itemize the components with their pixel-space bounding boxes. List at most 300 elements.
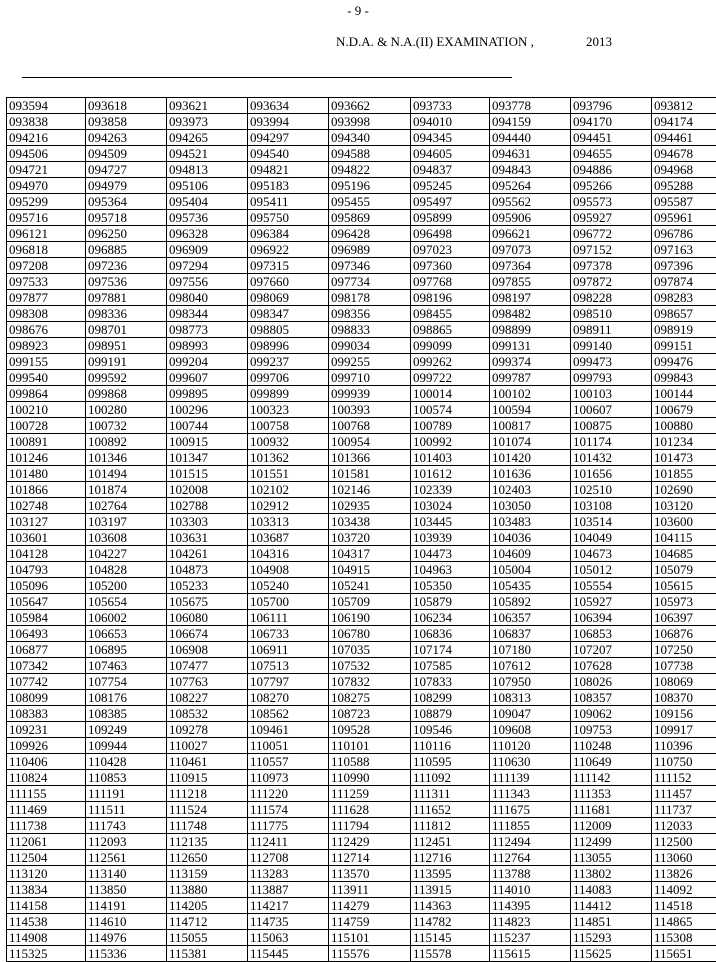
roll-number-cell: 111738 (7, 818, 86, 834)
roll-number-cell: 103601 (7, 530, 86, 546)
roll-number-cell: 106394 (571, 610, 652, 626)
roll-number-cell: 114851 (571, 914, 652, 930)
roll-number-cell: 113570 (329, 866, 411, 882)
roll-number-cell: 100393 (329, 402, 411, 418)
roll-number-cell: 101636 (490, 466, 571, 482)
roll-number-cell: 104473 (411, 546, 490, 562)
exam-year: 2013 (586, 34, 612, 50)
table-row (7, 610, 716, 626)
roll-number-cell: 102510 (571, 482, 652, 498)
roll-number-cell: 098482 (490, 306, 571, 322)
roll-number-cell: 097360 (411, 258, 490, 274)
roll-number-cell: 096989 (329, 242, 411, 258)
roll-number-cell: 108275 (329, 690, 411, 706)
roll-number-cell: 102403 (490, 482, 571, 498)
roll-number-cell: 105700 (248, 594, 329, 610)
roll-number-cell: 109156 (652, 706, 716, 722)
roll-number-cell: 112494 (490, 834, 571, 850)
roll-number-cell: 102146 (329, 482, 411, 498)
roll-number-cell: 098178 (329, 290, 411, 306)
roll-number-cell: 107628 (571, 658, 652, 674)
roll-number-cell: 096121 (7, 226, 86, 242)
roll-number-cell: 108026 (571, 674, 652, 690)
table-row (7, 130, 716, 146)
table-row (7, 498, 716, 514)
roll-number-cell: 104915 (329, 562, 411, 578)
roll-number-cell: 099099 (411, 338, 490, 354)
roll-number-cell: 107513 (248, 658, 329, 674)
roll-number-cell: 111092 (411, 770, 490, 786)
roll-number-cell: 100789 (411, 418, 490, 434)
roll-number-cell: 111152 (652, 770, 716, 786)
roll-number-cell: 112499 (571, 834, 652, 850)
roll-number-cell: 094970 (7, 178, 86, 194)
roll-number-cell: 106876 (652, 626, 716, 642)
roll-number-cell: 096498 (411, 226, 490, 242)
roll-number-cell: 099843 (652, 370, 716, 386)
roll-number-cell: 115145 (411, 930, 490, 946)
roll-number-cell: 101480 (7, 466, 86, 482)
roll-number-cell: 108532 (167, 706, 248, 722)
roll-number-cell: 094588 (329, 146, 411, 162)
table-row (7, 482, 716, 498)
roll-number-cell: 112561 (86, 850, 167, 866)
roll-number-cell: 113140 (86, 866, 167, 882)
roll-number-cell: 113915 (411, 882, 490, 898)
roll-number-cell: 108099 (7, 690, 86, 706)
roll-number-cell: 101347 (167, 450, 248, 466)
roll-number-cell: 101420 (490, 450, 571, 466)
roll-number-cell: 107797 (248, 674, 329, 690)
roll-number-cell: 095264 (490, 178, 571, 194)
roll-number-cell: 094678 (652, 146, 716, 162)
roll-number-cell: 104963 (411, 562, 490, 578)
roll-number-cell: 097881 (86, 290, 167, 306)
roll-number-cell: 111191 (86, 786, 167, 802)
roll-number-cell: 102690 (652, 482, 716, 498)
roll-number-cell: 096328 (167, 226, 248, 242)
roll-number-cell: 108562 (248, 706, 329, 722)
roll-number-cell: 094727 (86, 162, 167, 178)
roll-number-cell: 112716 (411, 850, 490, 866)
roll-number-cell: 098919 (652, 322, 716, 338)
roll-number-cell: 102788 (167, 498, 248, 514)
roll-number-cell: 107585 (411, 658, 490, 674)
table-row (7, 338, 716, 354)
roll-number-cell: 098040 (167, 290, 248, 306)
roll-number-cell: 094605 (411, 146, 490, 162)
roll-number-cell: 106190 (329, 610, 411, 626)
roll-number-cell: 100574 (411, 402, 490, 418)
table-row (7, 642, 716, 658)
table-row (7, 578, 716, 594)
table-row (7, 674, 716, 690)
roll-number-cell: 112504 (7, 850, 86, 866)
roll-number-cell: 114735 (248, 914, 329, 930)
roll-number-cell: 102102 (248, 482, 329, 498)
roll-number-cell: 097208 (7, 258, 86, 274)
table-row (7, 434, 716, 450)
roll-number-cell: 095299 (7, 194, 86, 210)
roll-number-cell: 096384 (248, 226, 329, 242)
roll-number-cell: 108385 (86, 706, 167, 722)
roll-number-cell: 094822 (329, 162, 411, 178)
roll-number-cell: 108270 (248, 690, 329, 706)
roll-number-cell: 097533 (7, 274, 86, 290)
roll-number-cell: 097378 (571, 258, 652, 274)
roll-number-cell: 100607 (571, 402, 652, 418)
roll-number-cell: 107763 (167, 674, 248, 690)
roll-number-cell: 105892 (490, 594, 571, 610)
roll-number-cell: 107477 (167, 658, 248, 674)
roll-number-cell: 102748 (7, 498, 86, 514)
roll-number-cell: 113788 (490, 866, 571, 882)
roll-number-cell: 110116 (411, 738, 490, 754)
roll-number-cell: 093778 (490, 98, 571, 114)
roll-number-cell: 111748 (167, 818, 248, 834)
roll-number-cell: 094297 (248, 130, 329, 146)
roll-number-cell: 098336 (86, 306, 167, 322)
roll-number-cell: 096909 (167, 242, 248, 258)
roll-number-cell: 098923 (7, 338, 86, 354)
roll-number-cell: 104908 (248, 562, 329, 578)
roll-number-cell: 113802 (571, 866, 652, 882)
roll-number-cell: 105233 (167, 578, 248, 594)
roll-number-cell: 105675 (167, 594, 248, 610)
roll-number-cell: 100915 (167, 434, 248, 450)
roll-number-cell: 096786 (652, 226, 716, 242)
roll-number-cell: 096818 (7, 242, 86, 258)
roll-number-cell: 097660 (248, 274, 329, 290)
roll-number-cell: 114412 (571, 898, 652, 914)
roll-number-cell: 107180 (490, 642, 571, 658)
roll-number-cell: 098283 (652, 290, 716, 306)
roll-number-cell: 103313 (248, 514, 329, 530)
roll-number-cell: 099131 (490, 338, 571, 354)
roll-number-cell: 097023 (411, 242, 490, 258)
roll-number-cell: 099722 (411, 370, 490, 386)
roll-number-cell: 111794 (329, 818, 411, 834)
roll-number-cell: 112093 (86, 834, 167, 850)
roll-number-cell: 099204 (167, 354, 248, 370)
roll-number-cell: 114191 (86, 898, 167, 914)
roll-number-cell: 110630 (490, 754, 571, 770)
roll-number-cell: 109608 (490, 722, 571, 738)
roll-number-cell: 114823 (490, 914, 571, 930)
table-row (7, 658, 716, 674)
roll-number-cell: 098701 (86, 322, 167, 338)
roll-number-cell: 099255 (329, 354, 411, 370)
table-row (7, 450, 716, 466)
roll-number-cell: 108227 (167, 690, 248, 706)
roll-number-cell: 105240 (248, 578, 329, 594)
roll-number-cell: 105435 (490, 578, 571, 594)
roll-number-cell: 110750 (652, 754, 716, 770)
roll-number-cell: 095927 (571, 210, 652, 226)
roll-number-cell: 097872 (571, 274, 652, 290)
table-row (7, 98, 716, 114)
roll-number-cell: 105879 (411, 594, 490, 610)
roll-number-cell: 097152 (571, 242, 652, 258)
roll-number-cell: 105927 (571, 594, 652, 610)
roll-number-cell: 105654 (86, 594, 167, 610)
roll-number-cell: 105647 (7, 594, 86, 610)
roll-number-cell: 094837 (411, 162, 490, 178)
roll-number-cell: 099374 (490, 354, 571, 370)
table-row (7, 930, 716, 946)
roll-number-cell: 111628 (329, 802, 411, 818)
roll-number-cell: 100679 (652, 402, 716, 418)
roll-number-cell: 112714 (329, 850, 411, 866)
roll-number-cell: 099262 (411, 354, 490, 370)
roll-number-cell: 099151 (652, 338, 716, 354)
roll-number-cell: 099155 (7, 354, 86, 370)
roll-number-cell: 107738 (652, 658, 716, 674)
roll-number-cell: 111812 (411, 818, 490, 834)
table-row (7, 274, 716, 290)
roll-number-cell: 100758 (248, 418, 329, 434)
roll-number-cell: 106002 (86, 610, 167, 626)
roll-number-cell: 109062 (571, 706, 652, 722)
roll-number-cell: 097294 (167, 258, 248, 274)
roll-number-cell: 115293 (571, 930, 652, 946)
roll-number-cell: 106836 (411, 626, 490, 642)
roll-number-cell: 100817 (490, 418, 571, 434)
roll-number-cell: 094461 (652, 130, 716, 146)
roll-number-cell: 110649 (571, 754, 652, 770)
roll-number-cell: 110406 (7, 754, 86, 770)
roll-number-cell: 110248 (571, 738, 652, 754)
table-row (7, 402, 716, 418)
table-row (7, 946, 716, 962)
table-row (7, 754, 716, 770)
roll-number-cell: 115055 (167, 930, 248, 946)
roll-number-cell: 102935 (329, 498, 411, 514)
roll-number-cell: 108069 (652, 674, 716, 690)
roll-number-cell: 111353 (571, 786, 652, 802)
roll-number-cell: 104036 (490, 530, 571, 546)
roll-number-cell: 094010 (411, 114, 490, 130)
roll-number-cell: 098455 (411, 306, 490, 322)
roll-number-cell: 111220 (248, 786, 329, 802)
roll-number-cell: 106895 (86, 642, 167, 658)
roll-number-cell: 115101 (329, 930, 411, 946)
roll-number-cell: 096250 (86, 226, 167, 242)
roll-number-cell: 114908 (7, 930, 86, 946)
roll-number-cell: 113834 (7, 882, 86, 898)
table-row (7, 690, 716, 706)
roll-number-cell: 102339 (411, 482, 490, 498)
roll-number-cell: 107754 (86, 674, 167, 690)
roll-number-cell: 110101 (329, 738, 411, 754)
roll-number-cell: 097734 (329, 274, 411, 290)
table-row (7, 242, 716, 258)
roll-number-cell: 111311 (411, 786, 490, 802)
roll-number-cell: 114782 (411, 914, 490, 930)
roll-number-cell: 107833 (411, 674, 490, 690)
table-row (7, 786, 716, 802)
roll-number-cell: 094721 (7, 162, 86, 178)
roll-number-cell: 112708 (248, 850, 329, 866)
roll-number-cell: 106908 (167, 642, 248, 658)
roll-number-cell: 103024 (411, 498, 490, 514)
roll-number-cell: 104227 (86, 546, 167, 562)
roll-number-cell: 097396 (652, 258, 716, 274)
roll-number-cell: 115651 (652, 946, 716, 962)
roll-number-cell: 098510 (571, 306, 652, 322)
roll-number-cell: 110557 (248, 754, 329, 770)
roll-number-cell: 093998 (329, 114, 411, 130)
roll-number-cell: 098833 (329, 322, 411, 338)
roll-number-cell: 109249 (86, 722, 167, 738)
roll-number-cell: 110973 (248, 770, 329, 786)
roll-number-cell: 108176 (86, 690, 167, 706)
roll-number-cell: 112451 (411, 834, 490, 850)
roll-number-cell: 113880 (167, 882, 248, 898)
roll-number-cell: 111343 (490, 786, 571, 802)
roll-number-cell: 101346 (86, 450, 167, 466)
roll-number-cell: 106653 (86, 626, 167, 642)
roll-number-cell: 114976 (86, 930, 167, 946)
roll-number-cell: 099899 (248, 386, 329, 402)
roll-number-cell: 110588 (329, 754, 411, 770)
roll-number-cell: 112135 (167, 834, 248, 850)
roll-number-cell: 099864 (7, 386, 86, 402)
roll-number-cell: 111681 (571, 802, 652, 818)
roll-number-cell: 098196 (411, 290, 490, 306)
roll-number-cell: 111511 (86, 802, 167, 818)
roll-number-cell: 111652 (411, 802, 490, 818)
roll-number-cell: 107742 (7, 674, 86, 690)
table-row (7, 738, 716, 754)
roll-number-cell: 110461 (167, 754, 248, 770)
roll-number-cell: 106493 (7, 626, 86, 642)
roll-number-cell: 095364 (86, 194, 167, 210)
roll-number-cell: 114538 (7, 914, 86, 930)
roll-number-cell: 114092 (652, 882, 716, 898)
roll-number-cell: 105096 (7, 578, 86, 594)
table-row (7, 834, 716, 850)
roll-number-cell: 102008 (167, 482, 248, 498)
table-row (7, 898, 716, 914)
roll-number-cell: 114610 (86, 914, 167, 930)
roll-number-cell: 094170 (571, 114, 652, 130)
roll-number-cell: 099237 (248, 354, 329, 370)
roll-number-cell: 105973 (652, 594, 716, 610)
roll-number-cell: 096885 (86, 242, 167, 258)
roll-number-cell: 114158 (7, 898, 86, 914)
roll-number-cell: 109047 (490, 706, 571, 722)
roll-number-cell: 111574 (248, 802, 329, 818)
roll-number-cell: 110595 (411, 754, 490, 770)
roll-number-cell: 101515 (167, 466, 248, 482)
page-number: - 9 - (0, 3, 716, 19)
roll-number-cell: 108357 (571, 690, 652, 706)
table-row (7, 194, 716, 210)
roll-number-cell: 100103 (571, 386, 652, 402)
roll-number-cell: 112500 (652, 834, 716, 850)
roll-number-cell: 099473 (571, 354, 652, 370)
roll-number-cell: 097877 (7, 290, 86, 306)
roll-number-cell: 100323 (248, 402, 329, 418)
table-row (7, 114, 716, 130)
roll-number-cell: 098865 (411, 322, 490, 338)
table-row (7, 226, 716, 242)
roll-number-cell: 101866 (7, 482, 86, 498)
roll-number-cell: 095266 (571, 178, 652, 194)
roll-number-cell: 100744 (167, 418, 248, 434)
roll-number-cell: 099140 (571, 338, 652, 354)
roll-number-cell: 100992 (411, 434, 490, 450)
roll-number-cell: 111259 (329, 786, 411, 802)
roll-number-cell: 100732 (86, 418, 167, 434)
roll-number-cell: 095562 (490, 194, 571, 210)
roll-number-cell: 110396 (652, 738, 716, 754)
roll-number-cell: 114712 (167, 914, 248, 930)
roll-number-cell: 113595 (411, 866, 490, 882)
roll-number-cell: 101403 (411, 450, 490, 466)
roll-number-cell: 098951 (86, 338, 167, 354)
roll-number-cell: 111775 (248, 818, 329, 834)
roll-number-cell: 109528 (329, 722, 411, 738)
roll-number-cell: 103108 (571, 498, 652, 514)
roll-number-cell: 106397 (652, 610, 716, 626)
roll-number-cell: 111743 (86, 818, 167, 834)
roll-number-cell: 094968 (652, 162, 716, 178)
roll-number-cell: 099034 (329, 338, 411, 354)
roll-number-cell: 094509 (86, 146, 167, 162)
roll-number-cell: 098805 (248, 322, 329, 338)
roll-number-cell: 099476 (652, 354, 716, 370)
roll-number-cell: 094159 (490, 114, 571, 130)
table-row (7, 178, 716, 194)
roll-number-cell: 093618 (86, 98, 167, 114)
roll-number-cell: 111855 (490, 818, 571, 834)
roll-number-cell: 106111 (248, 610, 329, 626)
roll-number-cell: 101362 (248, 450, 329, 466)
roll-number-cell: 097364 (490, 258, 571, 274)
roll-number-cell: 104793 (7, 562, 86, 578)
roll-number-cell: 101234 (652, 434, 716, 450)
roll-number-cell: 095899 (411, 210, 490, 226)
roll-number-cell: 114217 (248, 898, 329, 914)
roll-number-cell: 094263 (86, 130, 167, 146)
table-row (7, 802, 716, 818)
roll-number-cell: 098069 (248, 290, 329, 306)
roll-number-cell: 094631 (490, 146, 571, 162)
roll-number-cell: 105079 (652, 562, 716, 578)
table-row (7, 322, 716, 338)
roll-number-cell: 094506 (7, 146, 86, 162)
roll-number-cell: 093634 (248, 98, 329, 114)
roll-number-cell: 106357 (490, 610, 571, 626)
roll-number-cell: 103303 (167, 514, 248, 530)
roll-number-cell: 113060 (652, 850, 716, 866)
roll-number-cell: 098228 (571, 290, 652, 306)
roll-number-cell: 107035 (329, 642, 411, 658)
roll-number-cell: 105004 (490, 562, 571, 578)
roll-number-cell: 095587 (652, 194, 716, 210)
table-row (7, 290, 716, 306)
roll-number-cell: 095718 (86, 210, 167, 226)
roll-number-cell: 099706 (248, 370, 329, 386)
roll-number-cell: 104317 (329, 546, 411, 562)
table-row (7, 370, 716, 386)
roll-number-cell: 104115 (652, 530, 716, 546)
roll-number-cell: 095906 (490, 210, 571, 226)
roll-number-cell: 109753 (571, 722, 652, 738)
roll-number-cell: 113283 (248, 866, 329, 882)
